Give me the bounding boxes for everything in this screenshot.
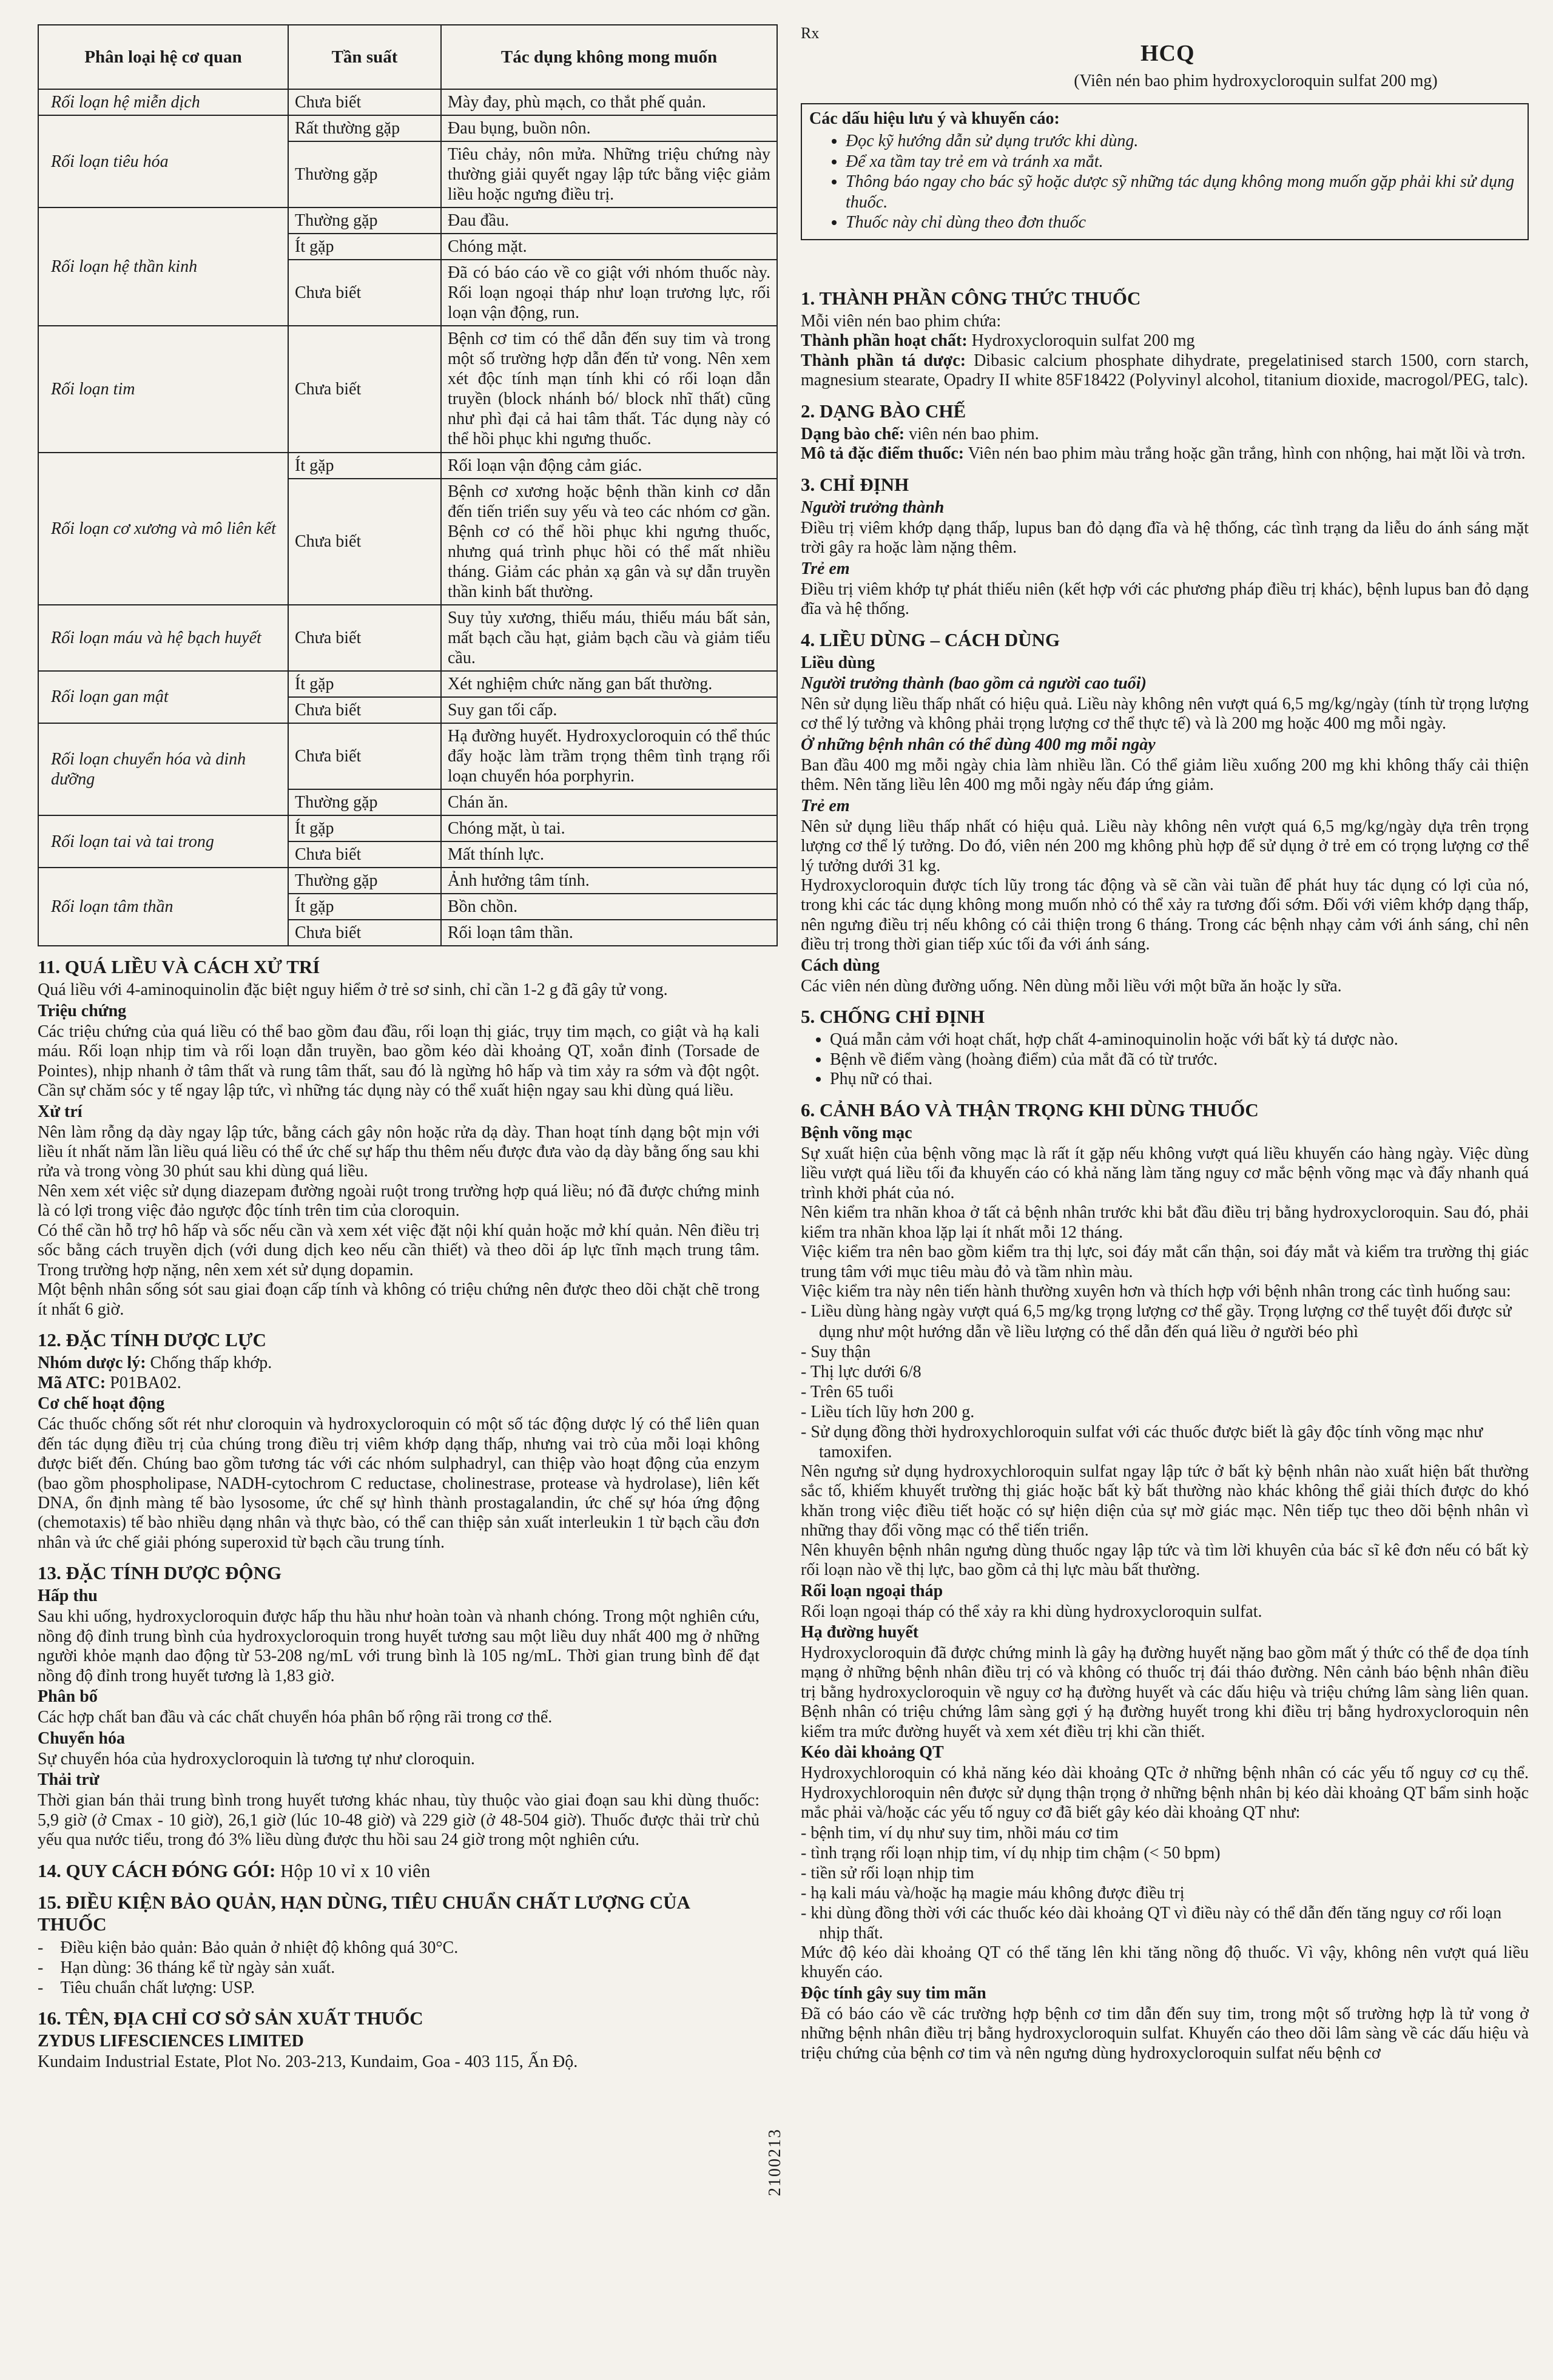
subheading: Triệu chứng bbox=[38, 1001, 127, 1020]
list-item: - Sử dụng đồng thời hydroxychloroquin sulfat với các thuốc được biết là gây độc tính võng mạc như tamoxifen. bbox=[801, 1422, 1483, 1461]
list-item-text: Tiêu chuẩn chất lượng: USP. bbox=[60, 1978, 255, 1997]
label: Mô tả đặc điểm thuốc: bbox=[801, 444, 965, 464]
section-title: 16. TÊN, ĐỊA CHỈ CƠ SỞ SẢN XUẤT THUỐC bbox=[38, 2007, 423, 2029]
frequency-cell: Thường gặp bbox=[288, 141, 441, 207]
warnings-box bbox=[801, 103, 1529, 240]
section-title: 15. ĐIỀU KIỆN BẢO QUẢN, HẠN DÙNG, TIÊU CHUẨN CHẤT LƯỢNG CỦA THUỐC bbox=[38, 1891, 690, 1935]
list-item: - Suy thận bbox=[801, 1342, 871, 1361]
subheading: Thải trừ bbox=[38, 1770, 99, 1790]
frequency-cell: Thường gặp bbox=[288, 868, 441, 894]
list-item-text: Hạn dùng: 36 tháng kể từ ngày sản xuất. bbox=[60, 1958, 335, 1977]
paragraph: Các viên nén dùng đường uống. Nên dùng mỗi liều với một bữa ăn hoặc ly sữa. bbox=[801, 976, 1342, 996]
atc-code bbox=[38, 1374, 760, 1393]
adverse-effect-cell: Rối loạn tâm thần. bbox=[441, 920, 777, 946]
rx-mark: Rx bbox=[801, 24, 820, 42]
frequency-cell: Ít gặp bbox=[288, 894, 441, 920]
paragraph: Thời gian bán thải trung bình trong huyết tương khác nhau, tùy thuộc vào giai đoạn sau khi dùng thuốc: 5,9 giờ (ở Cmax - 10 giờ), 26,1 giờ (lúc 10-48 giờ) và 229 giờ (ở 48-504 giờ). Thuốc được thải trừ chủ yếu qua nước tiểu, trong đó 3% liều dùng được thu hồi sau 24 giờ trong một nghiên cứu. bbox=[38, 1791, 760, 1850]
adverse-effect-cell: Ảnh hưởng tâm tính. bbox=[441, 868, 777, 894]
paragraph: Các thuốc chống sốt rét như cloroquin và hydroxycloroquin có một số tác động dược lý có thể liên quan đến tác dụng điều trị của chúng trong điều trị viêm khớp dạng thấp, nhưng vai trò của mỗi loại không được biết đến. Chúng bao gồm tương tác với các nhóm sulphadryl, can thiệp vào hoạt động của enzym (bao gồm phospholipase, NADH-cytochrom C reductase, cholinestrase, protease và hydrolase), liên kết DNA, ổn định màng tế bào lysosome, ức chế sự hình thành prostagalandin, ức chế sự hóa ứng động (chemotaxis) tế bào nhiều dạng nhân và thực bào, có thể can thiệp sản xuất interleukin 1 từ bạch cầu đơn nhân và ức chế giải phóng superoxid từ bạch cầu trung tính. bbox=[38, 1415, 760, 1552]
adverse-effect-cell: Chóng mặt. bbox=[441, 234, 777, 260]
section-title: 11. QUÁ LIỀU VÀ CÁCH XỬ TRÍ bbox=[38, 956, 320, 978]
subheading: Hạ đường huyết bbox=[801, 1623, 919, 1642]
table-header-row bbox=[38, 25, 777, 89]
right-body bbox=[801, 278, 1529, 2063]
section-warnings-precautions bbox=[801, 1099, 1529, 2064]
list-item: - Trên 65 tuổi bbox=[801, 1382, 894, 1401]
subheading: Người trưởng thành bbox=[801, 497, 945, 517]
frequency-cell: Rất thường gặp bbox=[288, 115, 441, 141]
pharmacological-group bbox=[38, 1353, 760, 1373]
excipients bbox=[801, 351, 1529, 391]
section-dosage bbox=[801, 629, 1529, 997]
value: viên nén bao phim. bbox=[909, 424, 1039, 443]
dash-bullet: - bbox=[38, 1978, 61, 1997]
section-pharmacokinetics bbox=[38, 1562, 760, 1850]
adverse-effect-cell: Chán ăn. bbox=[441, 789, 777, 815]
warnings-title: Các dấu hiệu lưu ý và khuyến cáo: bbox=[809, 109, 1060, 128]
section-title: 6. CẢNH BÁO VÀ THẬN TRỌNG KHI DÙNG THUỐC bbox=[801, 1099, 1259, 1121]
organ-class-cell: Rối loạn tim bbox=[38, 326, 288, 452]
table-row bbox=[38, 453, 777, 479]
organ-class-cell: Rối loạn máu và hệ bạch huyết bbox=[38, 605, 288, 671]
subheading: Độc tính gây suy tim mãn bbox=[801, 1983, 986, 2003]
header-organ-class: Phân loại hệ cơ quan bbox=[38, 25, 288, 89]
paragraph: Nên làm rỗng dạ dày ngay lập tức, bằng cách gây nôn hoặc rửa dạ dày. Than hoạt tính dạng bột mịn với liều ít nhất năm lần liều quá liều có thể ức chế sự hấp thu thêm nếu được đưa vào dạ dày bằng ống sau khi rửa và trong vòng 30 phút sau khi dùng quá liều. bbox=[38, 1122, 760, 1181]
adverse-effect-cell: Tiêu chảy, nôn mửa. Những triệu chứng này thường giải quyết ngay lập tức bằng việc giảm liều hoặc ngưng điều trị. bbox=[441, 141, 777, 207]
subheading: Liều dùng bbox=[801, 653, 875, 672]
paragraph: Sau khi uống, hydroxycloroquin được hấp thu hầu như hoàn toàn và nhanh chóng. Trong một nghiên cứu, nồng độ đỉnh trung bình của hydroxycloroquin trong huyết tương sau một liều duy nhất 400 mg ở những người khỏe mạnh dao động từ 53-208 ng/mL với trung bình là 105 ng/mL. Thời gian trung bình để đạt nồng độ đỉnh trong huyết tương là 1,83 giờ. bbox=[38, 1607, 760, 1685]
section-title: 13. ĐẶC TÍNH DƯỢC ĐỘNG bbox=[38, 1562, 282, 1584]
frequency-cell: Chưa biết bbox=[288, 89, 441, 115]
paragraph: Các hợp chất ban đầu và các chất chuyển hóa phân bố rộng rãi trong cơ thể. bbox=[38, 1708, 553, 1727]
adverse-effect-cell: Bồn chồn. bbox=[441, 894, 777, 920]
list-item: • Để xa tầm tay trẻ em và tránh xa mắt. bbox=[846, 152, 1520, 172]
paragraph: Ban đầu 400 mg mỗi ngày chia làm nhiều lần. Có thể giảm liều xuống 200 mg khi không thấy cải thiện thêm. Nên tăng liều lên 400 mg mỗi ngày nếu đáp ứng giảm. bbox=[801, 755, 1529, 795]
value: Chống thấp khớp. bbox=[150, 1353, 272, 1373]
subheading: Chuyển hóa bbox=[38, 1728, 125, 1748]
paragraph: Nên xem xét việc sử dụng diazepam đường ngoài ruột trong trường hợp quá liều; nó đã được chứng minh là có lợi trong việc đảo ngược độc tính trên tim của cloroquin. bbox=[38, 1181, 760, 1221]
organ-class-cell: Rối loạn tâm thần bbox=[38, 868, 288, 946]
organ-class-cell: Rối loạn gan mật bbox=[38, 671, 288, 723]
organ-class-cell: Rối loạn hệ miễn dịch bbox=[38, 89, 288, 115]
adverse-effects-body bbox=[38, 89, 777, 946]
list-item bbox=[38, 1938, 760, 1958]
paragraph: Nên kiểm tra nhãn khoa ở tất cả bệnh nhân trước khi bắt đầu điều trị bằng hydroxycloroquin. Sau đó, phải kiểm tra nhãn khoa lặp lại ít nhất mỗi 12 tháng. bbox=[801, 1203, 1529, 1242]
section-title: 2. DẠNG BÀO CHẾ bbox=[801, 400, 966, 422]
section-dosage-form bbox=[801, 400, 1529, 464]
table-row bbox=[38, 89, 777, 115]
section-title: 4. LIỀU DÙNG – CÁCH DÙNG bbox=[801, 629, 1060, 650]
label: Thành phần tá dược: bbox=[801, 351, 966, 370]
frequency-cell: Chưa biết bbox=[288, 841, 441, 868]
product-subtitle: (Viên nén bao phim hydroxycloroquin sulfat 200 mg) bbox=[1074, 72, 1438, 90]
organ-class-cell: Rối loạn tai và tai trong bbox=[38, 815, 288, 868]
list-item-text: Điều kiện bảo quản: Bảo quản ở nhiệt độ không quá 30°C. bbox=[60, 1938, 459, 1957]
list-item: • Đọc kỹ hướng dẫn sử dụng trước khi dùng. bbox=[846, 131, 1520, 152]
brand-logo: HCQ bbox=[1140, 41, 1195, 66]
subheading: Bệnh võng mạc bbox=[801, 1123, 912, 1142]
subheading: Kéo dài khoảng QT bbox=[801, 1743, 944, 1762]
adverse-effect-cell: Mày đay, phù mạch, co thắt phế quản. bbox=[441, 89, 777, 115]
section-pharmacodynamics bbox=[38, 1329, 760, 1552]
paragraph: Đã có báo cáo về các trường hợp bệnh cơ tim dẫn đến suy tim, trong một số trường hợp là tử vong ở những bệnh nhân điều trị bằng hydroxycloroquin sulfat. Khuyến cáo theo dõi lâm sàng về các dấu hiệu và triệu chứng của bệnh cơ tim và nên ngưng dùng hydroxycloroquin sulfat nếu bệnh cơ bbox=[801, 2004, 1529, 2063]
adverse-effect-cell: Mất thính lực. bbox=[441, 841, 777, 868]
adverse-effect-cell: Xét nghiệm chức năng gan bất thường. bbox=[441, 671, 777, 697]
adverse-effects-table bbox=[38, 24, 778, 946]
subheading: Phân bố bbox=[38, 1687, 98, 1707]
table-row bbox=[38, 868, 777, 894]
adverse-effect-cell: Chóng mặt, ù tai. bbox=[441, 815, 777, 841]
paragraph: Có thể cần hỗ trợ hô hấp và sốc nếu cần và xem xét việc đặt nội khí quản hoặc mở khí quản. Nên điều trị sốc bằng cách truyền dịch (với dung dịch keo nếu cần thiết) và theo dõi áp lực tĩnh mạch trung tâm. Trong trường hợp nặng, nên xem xét sử dụng dopamin. bbox=[38, 1221, 760, 1279]
paragraph: Việc kiểm tra nên bao gồm kiểm tra thị lực, soi đáy mắt cẩn thận, soi đáy mắt và kiểm tra trường thị giác trung tâm với mục tiêu màu đỏ và tầm nhìn màu. bbox=[801, 1242, 1529, 1281]
list-item bbox=[38, 1958, 760, 1978]
list-item: - Liều tích lũy hơn 200 g. bbox=[801, 1402, 975, 1421]
product-description bbox=[801, 444, 1529, 464]
list-item: - tình trạng rối loạn nhịp tim, ví dụ nhịp tim chậm (< 50 bpm) bbox=[801, 1843, 1221, 1863]
list-item bbox=[38, 1978, 760, 1998]
paragraph: Mỗi viên nén bao phim chứa: bbox=[801, 312, 1002, 331]
adverse-effect-cell: Rối loạn vận động cảm giác. bbox=[441, 453, 777, 479]
adverse-effect-cell: Suy tủy xương, thiếu máu, thiếu máu bất sản, mất bạch cầu hạt, giảm bạch cầu và giảm tiểu cầu. bbox=[441, 605, 777, 671]
dash-bullet: - bbox=[38, 1938, 61, 1957]
table-row bbox=[38, 115, 777, 141]
subheading: Rối loạn ngoại tháp bbox=[801, 1581, 943, 1600]
company-name: ZYDUS LIFESCIENCES LIMITED bbox=[38, 2031, 304, 2051]
dash-bullet: - bbox=[38, 1958, 61, 1977]
subheading: Cách dùng bbox=[801, 956, 880, 975]
label: Dạng bào chế: bbox=[801, 424, 905, 443]
subheading: Trẻ em bbox=[801, 796, 850, 815]
paragraph: Mức độ kéo dài khoảng QT có thể tăng lên khi tăng nồng độ thuốc. Vì vậy, không nên vượt quá liều khuyến cáo. bbox=[801, 1943, 1529, 1982]
organ-class-cell: Rối loạn chuyển hóa và dinh dưỡng bbox=[38, 723, 288, 815]
value: Hydroxycloroquin sulfat 200 mg bbox=[971, 331, 1195, 351]
paragraph: Sự chuyển hóa của hydroxycloroquin là tương tự như cloroquin. bbox=[38, 1749, 475, 1768]
frequency-cell: Thường gặp bbox=[288, 207, 441, 234]
warnings-list bbox=[809, 131, 1520, 233]
retinopathy-risk-list bbox=[801, 1301, 1529, 1461]
paragraph: Hydroxycloroquin đã được chứng minh là gây hạ đường huyết nặng bao gồm mất ý thức có thể đe dọa tính mạng ở những bệnh nhân điều trị có và không có thuốc trị đái tháo đường. Nên cảnh báo bệnh nhân điều trị bằng hydroxycloroquin về nguy cơ hạ đường huyết và các dấu hiệu và triệu chứng lâm sàng liên quan. Bệnh nhân có triệu chứng lâm sàng gợi ý hạ đường huyết trong khi điều trị bằng hydroxycloroquin nên kiểm tra mức đường huyết và xem xét điều trị khi cần thiết. bbox=[801, 1643, 1529, 1741]
adverse-effect-cell: Hạ đường huyết. Hydroxycloroquin có thể thúc đẩy hoặc làm trầm trọng thêm tình trạng rối loạn chuyển hóa porphyrin. bbox=[441, 723, 777, 789]
organ-class-cell: Rối loạn hệ thần kinh bbox=[38, 207, 288, 326]
paragraph: Một bệnh nhân sống sót sau giai đoạn cấp tính và không có triệu chứng nên được theo dõi chặt chẽ trong ít nhất 6 giờ. bbox=[38, 1280, 760, 1319]
list-item: • Bệnh về điểm vàng (hoàng điểm) của mắt đã có từ trước. bbox=[830, 1050, 1529, 1070]
paragraph: Quá liều với 4-aminoquinolin đặc biệt nguy hiểm ở trẻ sơ sinh, chỉ cần 1-2 g đã gây tử vong. bbox=[38, 980, 668, 1000]
section-overdose bbox=[38, 956, 760, 1320]
list-item: - Thị lực dưới 6/8 bbox=[801, 1362, 921, 1381]
paragraph: Nên sử dụng liều thấp nhất có hiệu quả. Liều này không nên vượt quá 6,5 mg/kg/ngày (tính từ trọng lượng cơ thể lý tưởng và không phải trọng lượng cơ thể thực tế) và là 200 mg hoặc 400 mg mỗi ngày. bbox=[801, 694, 1529, 733]
paragraph: Sự xuất hiện của bệnh võng mạc là rất ít gặp nếu không vượt quá liều khuyến cáo hàng ngày. Việc dùng liều vượt quá liều tối đa khuyến cáo có khả năng làm tăng nguy cơ mắc bệnh võng mạc và đẩy nhanh quá trình khởi phát của nó. bbox=[801, 1144, 1529, 1202]
paragraph: Điều trị viêm khớp tự phát thiếu niên (kết hợp với các phương pháp điều trị khác), bệnh lupus ban đỏ dạng đĩa và hệ thống. bbox=[801, 579, 1529, 619]
value: Dibasic calcium phosphate dihydrate, pregelatinised starch 1500, corn starch, magnesium stearate, Opadry II white 85F18422 (Polyvinyl alcohol, titanium dioxide, macrogol/PEG, talc). bbox=[801, 351, 1529, 390]
adverse-effect-cell: Đau đầu. bbox=[441, 207, 777, 234]
table-row bbox=[38, 671, 777, 697]
section-manufacturer bbox=[38, 2007, 760, 2072]
paragraph: Hydroxycloroquin được tích lũy trong tác động và sẽ cần vài tuần để phát huy tác dụng có lợi của nó, trong khi các tác dụng không mong muốn nhỏ có thể xảy ra tương đối sớm. Đối với viêm khớp dạng thấp, nên ngưng điều trị nếu không có cải thiện trong 6 tháng. Trong các bệnh nhạy cảm với ánh sáng, chỉ nên điều trị trong thời gian tiếp xúc tối đa với ánh sáng. bbox=[801, 875, 1529, 954]
list-item: - bệnh tim, ví dụ như suy tim, nhồi máu cơ tim bbox=[801, 1823, 1119, 1842]
list-item: • Thuốc này chỉ dùng theo đơn thuốc bbox=[846, 212, 1520, 233]
section-contraindications bbox=[801, 1006, 1529, 1089]
storage-list bbox=[38, 1938, 760, 1998]
list-item: - Liều dùng hàng ngày vượt quá 6,5 mg/kg trọng lượng cơ thể gầy. Trọng lượng cơ thể tuyệt đối được sử dụng như một hướng dẫn về liều lượng có thể dẫn đến quá liều ở người béo phì bbox=[801, 1302, 1512, 1341]
packaging-value: Hộp 10 vỉ x 10 viên bbox=[280, 1859, 431, 1881]
paragraph: Nên khuyên bệnh nhân ngưng dùng thuốc ngay lập tức và tìm lời khuyên của bác sĩ kê đơn nếu có bất kỳ rối loạn nào về thị lực, bao gồm cả thị lực màu bất thường. bbox=[801, 1540, 1529, 1580]
section-title: 5. CHỐNG CHỈ ĐỊNH bbox=[801, 1006, 985, 1028]
paragraph: Nên ngưng sử dụng hydroxychloroquin sulfat ngay lập tức ở bất kỳ bệnh nhân nào xuất hiện bất thường sắc tố, khiếm khuyết trường thị giác hoặc bất kỳ bất thường nào khác không thể giải thích được do khó khăn trong việc điều tiết hoặc có sự hiện diện của sự mờ giác mạc. Nên tiếp tục theo dõi bệnh nhân vì những thay đổi võng mạc có thể tiến triển. bbox=[801, 1461, 1529, 1540]
paragraph: Hydroxychloroquin có khả năng kéo dài khoảng QTc ở những bệnh nhân có các yếu tố nguy cơ cụ thể. Hydroxychloroquin nên được sử dụng thận trọng ở những bệnh nhân bị kéo dài khoảng QT bẩm sinh hoặc mắc phải và/hoặc các yếu tố nguy cơ đã biết gây kéo dài khoảng QT như: bbox=[801, 1764, 1529, 1822]
paragraph: Điều trị viêm khớp dạng thấp, lupus ban đỏ dạng đĩa và hệ thống, các tình trạng da liễu do ánh sáng mặt trời gây ra hoặc làm nặng thêm. bbox=[801, 518, 1529, 558]
organ-class-cell: Rối loạn tiêu hóa bbox=[38, 115, 288, 207]
paragraph: Nên sử dụng liều thấp nhất có hiệu quả. Liều này không nên vượt quá 6,5 mg/kg/ngày dựa trên trọng lượng cơ thể lý tưởng. Do đó, viên nén 200 mg không phù hợp để sử dụng ở trẻ em có trọng lượng cơ thể lý tưởng dưới 31 kg. bbox=[801, 817, 1529, 875]
dosage-form bbox=[801, 425, 1529, 444]
active-ingredient bbox=[801, 331, 1529, 351]
table-row bbox=[38, 326, 777, 452]
table-row bbox=[38, 815, 777, 841]
frequency-cell: Ít gặp bbox=[288, 234, 441, 260]
list-item: - tiền sử rối loạn nhịp tim bbox=[801, 1863, 974, 1883]
frequency-cell: Ít gặp bbox=[288, 815, 441, 841]
table-row bbox=[38, 207, 777, 234]
frequency-cell: Chưa biết bbox=[288, 479, 441, 605]
table-row bbox=[38, 605, 777, 671]
section-indications bbox=[801, 474, 1529, 619]
section-title: 14. QUY CÁCH ĐÓNG GÓI: bbox=[38, 1859, 276, 1881]
frequency-cell: Chưa biết bbox=[288, 260, 441, 326]
adverse-effect-cell: Đau bụng, buồn nôn. bbox=[441, 115, 777, 141]
subheading: Hấp thu bbox=[38, 1586, 98, 1606]
list-item: • Thông báo ngay cho bác sỹ hoặc dược sỹ những tác dụng không mong muốn gặp phải khi sử dụng thuốc. bbox=[846, 172, 1520, 212]
list-item: - hạ kali máu và/hoặc hạ magie máu không được điều trị bbox=[801, 1883, 1185, 1903]
frequency-cell: Chưa biết bbox=[288, 723, 441, 789]
contraindications-list bbox=[801, 1030, 1529, 1089]
paragraph: Rối loạn ngoại tháp có thể xảy ra khi dùng hydroxycloroquin sulfat. bbox=[801, 1602, 1262, 1621]
company-address: Kundaim Industrial Estate, Plot No. 203-213, Kundaim, Goa - 403 115, Ấn Độ. bbox=[38, 2052, 578, 2071]
section-title: 1. THÀNH PHẦN CÔNG THỨC THUỐC bbox=[801, 288, 1141, 309]
subheading: Cơ chế hoạt động bbox=[38, 1394, 165, 1414]
print-code: 2100213 bbox=[766, 2128, 784, 2196]
section-packaging bbox=[38, 1860, 760, 1882]
qt-risk-list bbox=[801, 1823, 1529, 1943]
table-row bbox=[38, 723, 777, 789]
left-column bbox=[38, 24, 770, 2072]
value: Viên nén bao phim màu trắng hoặc gần trắng, hình con nhộng, hai mặt lồi và trơn. bbox=[968, 444, 1526, 464]
organ-class-cell: Rối loạn cơ xương và mô liên kết bbox=[38, 453, 288, 605]
paragraph: Việc kiểm tra này nên tiến hành thường xuyên hơn và thích hợp với bệnh nhân trong các tình huống sau: bbox=[801, 1282, 1511, 1301]
frequency-cell: Ít gặp bbox=[288, 671, 441, 697]
label: Mã ATC: bbox=[38, 1373, 106, 1392]
header-frequency: Tần suất bbox=[288, 25, 441, 89]
frequency-cell: Ít gặp bbox=[288, 453, 441, 479]
section-storage bbox=[38, 1892, 760, 1998]
frequency-cell: Chưa biết bbox=[288, 326, 441, 452]
list-item: • Phụ nữ có thai. bbox=[830, 1070, 1529, 1089]
value: P01BA02. bbox=[110, 1373, 181, 1392]
frequency-cell: Chưa biết bbox=[288, 697, 441, 723]
section-title: 12. ĐẶC TÍNH DƯỢC LỰC bbox=[38, 1329, 266, 1351]
subheading: Trẻ em bbox=[801, 559, 850, 578]
subheading: Người trưởng thành (bao gồm cả người cao tuổi) bbox=[801, 673, 1147, 693]
adverse-effect-cell: Bệnh cơ xương hoặc bệnh thần kinh cơ dẫn đến tiến triển suy yếu và teo các nhóm cơ gần. Bệnh cơ có thể hồi phục khi ngưng thuốc, nhưng quá trình phục hồi có thể mất nhiều tháng. Giảm các phản xạ gân và sự dẫn truyền thần kinh bất thường. bbox=[441, 479, 777, 605]
subheading: Xử trí bbox=[38, 1102, 83, 1121]
frequency-cell: Chưa biết bbox=[288, 605, 441, 671]
adverse-effect-cell: Đã có báo cáo về co giật với nhóm thuốc này. Rối loạn ngoại tháp như loạn trương lực, rối loạn vận động, run. bbox=[441, 260, 777, 326]
frequency-cell: Chưa biết bbox=[288, 920, 441, 946]
section-title: 3. CHỈ ĐỊNH bbox=[801, 473, 909, 495]
subheading: Ở những bệnh nhân có thể dùng 400 mg mỗi ngày bbox=[801, 735, 1156, 754]
frequency-cell: Thường gặp bbox=[288, 789, 441, 815]
label: Nhóm dược lý: bbox=[38, 1353, 146, 1373]
adverse-effect-cell: Suy gan tối cấp. bbox=[441, 697, 777, 723]
section-composition bbox=[801, 288, 1529, 391]
label: Thành phần hoạt chất: bbox=[801, 331, 968, 351]
list-item: - khi dùng đồng thời với các thuốc kéo dài khoảng QT vì điều này có thể dẫn đến tăng nguy cơ rối loạn nhịp thất. bbox=[801, 1903, 1502, 1943]
adverse-effect-cell: Bệnh cơ tim có thể dẫn đến suy tim và trong một số trường hợp dẫn đến tử vong. Nên xem xét độc tính mạn tính khi có rối loạn dẫn truyền (block nhánh bó/ block nhĩ thất) cũng như phì đại cả hai tâm thất. Tác dụng này có thể hồi phục khi ngưng thuốc. bbox=[441, 326, 777, 452]
list-item: • Quá mẫn cảm với hoạt chất, hợp chất 4-aminoquinolin hoặc với bất kỳ tá dược nào. bbox=[830, 1030, 1529, 1050]
paragraph: Các triệu chứng của quá liều có thể bao gồm đau đầu, rối loạn thị giác, trụy tim mạch, co giật và hạ kali máu. Rối loạn nhịp tim và rối loạn dẫn truyền, bao gồm kéo dài khoảng QT, xoắn đỉnh (Torsade de Pointes), nhịp nhanh ở tâm thất và rung tâm thất, sau đó là ngừng hô hấp và tim xảy ra sớm và đột ngột. Cần sự chăm sóc y tế ngay lập tức, vì những tác dụng này có thể xuất hiện ngay sau khi dùng quá liều. bbox=[38, 1022, 760, 1101]
header-adverse-effect: Tác dụng không mong muốn bbox=[441, 25, 777, 89]
